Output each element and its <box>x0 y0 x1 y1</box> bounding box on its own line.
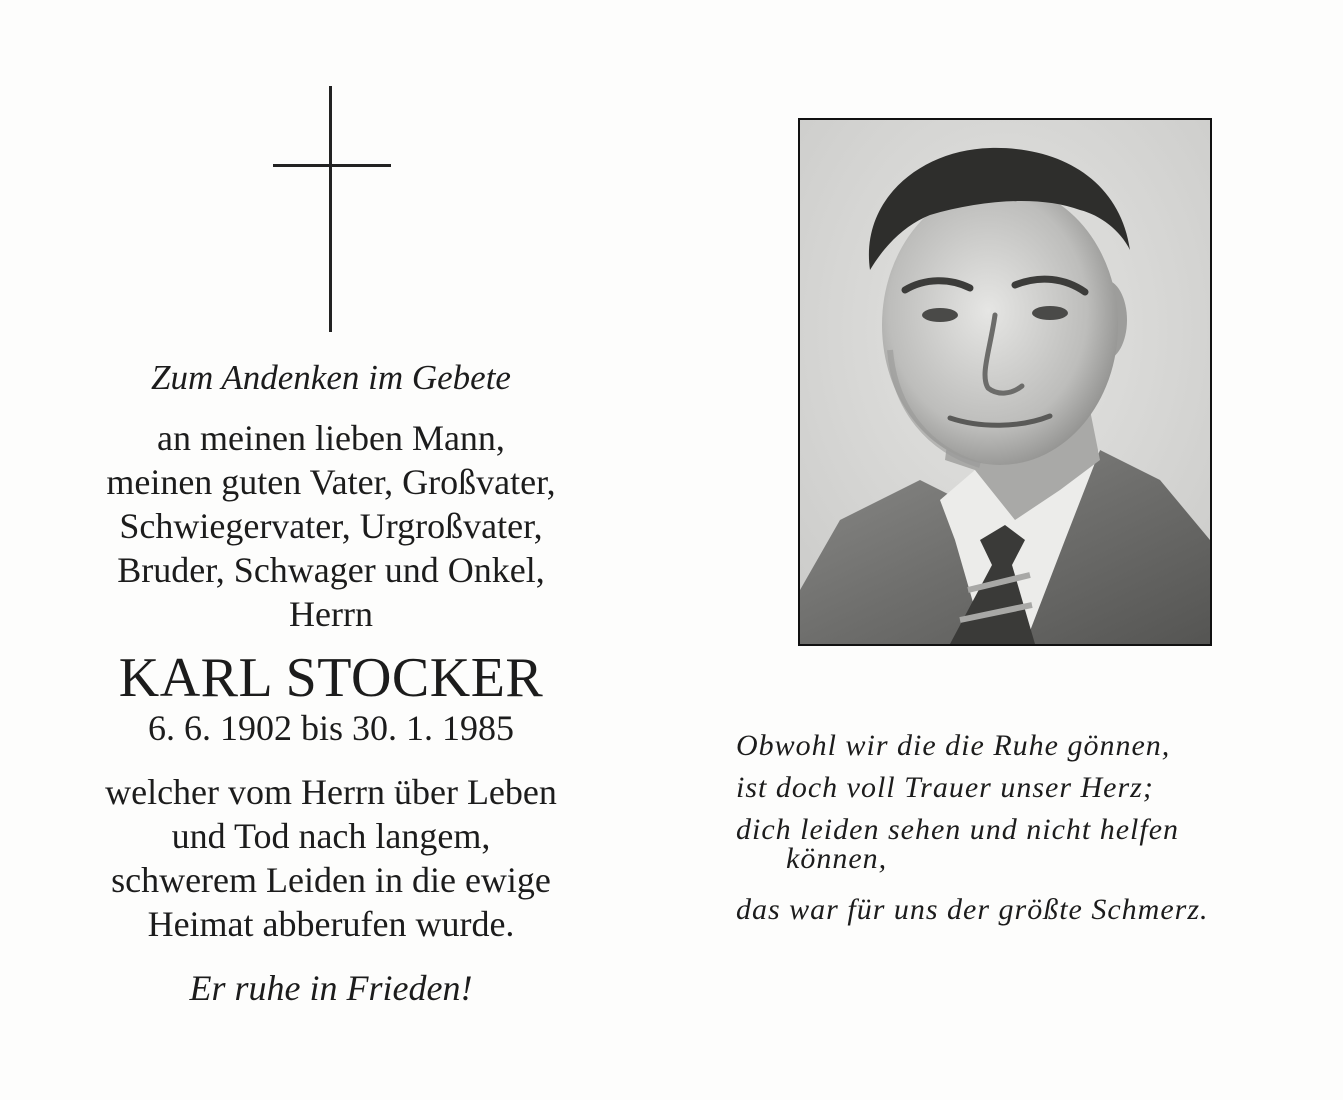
poem-line: das war für uns der größte Schmerz. <box>736 893 1209 926</box>
poem-line: können, <box>786 842 888 875</box>
relation-line: Bruder, Schwager und Onkel, <box>117 550 545 590</box>
cross-horizontal-bar <box>273 164 391 167</box>
passage-line: schwerem Leiden in die ewige <box>111 860 551 900</box>
relation-line: Schwiegervater, Urgroßvater, <box>119 506 543 546</box>
cross-vertical-bar <box>329 86 332 332</box>
portrait-photo <box>798 118 1212 646</box>
poem-line: ist doch voll Trauer unser Herz; <box>736 771 1154 804</box>
life-dates: 6. 6. 1902 bis 30. 1. 1985 <box>147 708 514 748</box>
passage-block <box>40 770 622 946</box>
relation-line: Herrn <box>289 594 373 634</box>
passage-line: welcher vom Herrn über Leben <box>105 772 557 812</box>
closing-blessing: Er ruhe in Frieden! <box>189 968 473 1008</box>
relation-line: an meinen lieben Mann, <box>157 418 505 458</box>
memorial-heading: Zum Andenken im Gebete <box>151 358 511 397</box>
relations-block <box>40 416 622 636</box>
poem-line: dich leiden sehen und nicht helfen <box>736 813 1180 846</box>
deceased-name: KARL STOCKER <box>118 647 544 709</box>
passage-line: Heimat abberufen wurde. <box>147 904 515 944</box>
portrait-illustration <box>800 120 1210 644</box>
passage-line: und Tod nach langem, <box>171 816 491 856</box>
poem-line: Obwohl wir die die Ruhe gönnen, <box>736 729 1171 762</box>
poem-block <box>736 726 1296 932</box>
relation-line: meinen guten Vater, Großvater, <box>106 462 556 502</box>
